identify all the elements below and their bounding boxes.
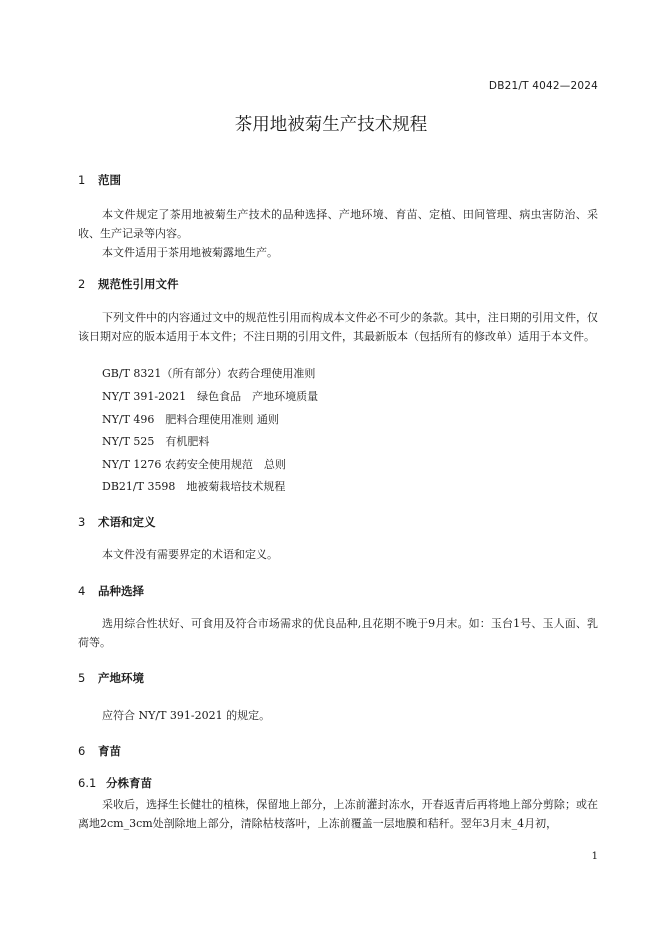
document-id: DB21/T 4042—2024 (488, 80, 598, 92)
section-title: 育苗 (98, 744, 121, 758)
section-number: 6 (78, 744, 86, 758)
section-heading-variety-selection (78, 583, 144, 599)
reference-item: GB/T 8321（所有部分）农药合理使用准则 (102, 367, 316, 380)
section-body-environment (78, 706, 598, 725)
section-title: 范围 (98, 173, 121, 187)
section-number: 4 (78, 584, 86, 598)
section-heading-seedling (78, 743, 121, 759)
section-body-normative-references (78, 308, 598, 346)
reference-item: NY/T 496 肥料合理使用准则 通则 (102, 413, 279, 426)
reference-item: DB21/T 3598 地被菊栽培技术规程 (102, 480, 286, 493)
subsection-title: 分株育苗 (106, 776, 152, 790)
section-title: 术语和定义 (98, 515, 156, 529)
paragraph: 应符合 NY/T 391-2021 的规定。 (102, 709, 271, 722)
section-number: 2 (78, 277, 86, 291)
section-heading-terms (78, 514, 156, 530)
paragraph: 本文件规定了茶用地被菊生产技术的品种选择、产地环境、育苗、定植、田间管理、病虫害防治、采收、生产记录等内容。 (78, 208, 598, 240)
section-title: 产地环境 (98, 671, 144, 685)
section-body-terms (78, 545, 598, 564)
reference-item: NY/T 1276 农药安全使用规范 总则 (102, 458, 286, 471)
section-title: 品种选择 (98, 584, 144, 598)
section-body-scope (78, 205, 598, 262)
subsection-heading-division (78, 775, 152, 791)
section-heading-normative-references (78, 276, 179, 292)
paragraph: 选用综合性状好、可食用及符合市场需求的优良品种,且花期不晚于9月末。如：玉台1号、玉人面、乳荷等。 (78, 617, 598, 649)
paragraph: 采收后，选择生长健壮的植株，保留地上部分，上冻前灌封冻水，开春返青后再将地上部分剪除；或在离地2cm_3cm处剖除地上部分，清除枯枝落叶，上冻前覆盖一层地膜和秸秆。翌年3月末_4月初， (78, 798, 598, 830)
section-heading-scope (78, 172, 121, 188)
section-number: 3 (78, 515, 86, 529)
section-heading-environment (78, 670, 144, 686)
section-title: 规范性引用文件 (98, 277, 179, 291)
reference-item: NY/T 525 有机肥料 (102, 435, 210, 448)
section-number: 5 (78, 671, 86, 685)
page-number: 1 (591, 851, 598, 862)
subsection-body-division (78, 795, 598, 833)
document-title: 茶用地被菊生产技术规程 (234, 115, 428, 135)
section-number: 1 (78, 173, 86, 187)
paragraph: 本文件适用于茶用地被菊露地生产。 (102, 246, 278, 259)
subsection-number: 6.1 (78, 776, 97, 790)
paragraph: 下列文件中的内容通过文中的规范性引用而构成本文件必不可少的条款。其中，注日期的引用文件，仅该日期对应的版本适用于本文件；不注日期的引用文件，其最新版本（包括所有的修改单）适用于本文件。 (78, 311, 598, 343)
section-body-variety-selection (78, 614, 598, 652)
paragraph: 本文件没有需要界定的术语和定义。 (102, 548, 278, 561)
reference-item: NY/T 391-2021 绿色食品 产地环境质量 (102, 390, 319, 403)
